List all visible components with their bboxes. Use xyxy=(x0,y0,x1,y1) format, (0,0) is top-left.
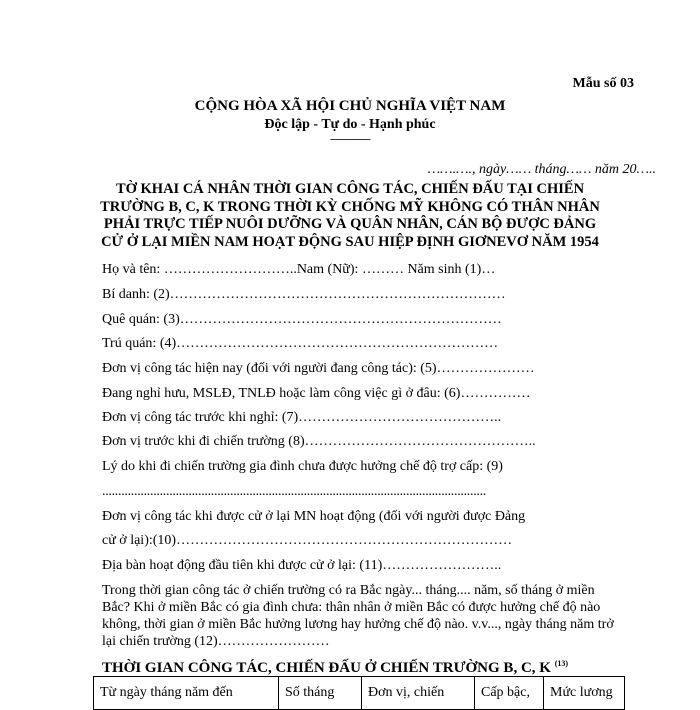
field-reason-dots: ........................................................................................................................ xyxy=(102,484,487,499)
table-header-row xyxy=(94,677,625,710)
service-table xyxy=(93,676,625,710)
form-code: Mẫu số 03 xyxy=(572,76,634,91)
north-return-paragraph: Trong thời gian công tác ở chiến trường có ra Bắc ngày... tháng.... năm, số tháng ở miền Bắc? Khi ở miền Bắc có gia đình chưa: thân nhân ở miền Bắc có được hưởng chế độ nào không, thời gian ở miền Bắc hưởng lương hay hưởng chế độ nào. v.v..., ngày tháng năm trở lại chiến trường (12)…………………… xyxy=(102,583,614,649)
title-line-4: CỬ Ở LẠI MIỀN NAM HOẠT ĐỘNG SAU HIỆP ĐỊNH GIƠNEVƠ NĂM 1954 xyxy=(101,233,599,250)
table-header-cell: Mức lương xyxy=(544,677,625,710)
title-line-2: TRƯỜNG B, C, K TRONG THỜI KỲ CHỐNG MỸ KHÔNG CÓ THÂN NHÂN xyxy=(100,198,600,215)
title-line-1: TỜ KHAI CÁ NHÂN THỜI GIAN CÔNG TÁC, CHIẾN ĐẤU TẠI CHIẾN xyxy=(115,181,585,197)
divider: --------------- xyxy=(330,133,370,145)
table-header-cell: Số tháng xyxy=(279,677,362,710)
form-title xyxy=(0,181,700,251)
field-hometown: Quê quán: (3)…………………………………………………………… xyxy=(102,312,502,327)
section-title-text: THỜI GIAN CÔNG TÁC, CHIẾN ĐẤU Ở CHIẾN TRƯỜNG B, C, K xyxy=(102,660,551,676)
field-retired: Đang nghỉ hưu, MSLĐ, TNLĐ hoặc làm công việc gì ở đâu: (6)…………… xyxy=(102,386,531,401)
field-first-area: Địa bàn hoạt động đầu tiên khi được cử ở lại: (11)…………………….. xyxy=(102,558,502,573)
field-unit-south-line-1: Đơn vị công tác khi được cử ở lại MN hoạt động (đối với người được Đảng xyxy=(102,509,526,524)
field-unit-south-line-2: cử ở lại):(10)……………………………………………………………… xyxy=(102,533,513,548)
table-header-cell: Cấp bậc, xyxy=(475,677,544,710)
field-alias: Bí danh: (2)……………………………………………………………… xyxy=(102,287,506,302)
field-reason: Lý do khi đi chiến trường gia đình chưa được hưởng chế độ trợ cấp: (9) xyxy=(102,459,503,474)
field-residence: Trú quán: (4)…………………………………………………………… xyxy=(102,336,499,351)
field-current-unit: Đơn vị công tác hiện nay (đối với người đang công tác): (5)………………… xyxy=(102,361,535,376)
field-name: Họ và tên: ………………………..Nam (Nữ): ……… Năm sinh (1)… xyxy=(102,262,496,277)
section-title xyxy=(102,659,568,677)
title-line-3: PHẢI TRỰC TIẾP NUÔI DƯỠNG VÀ QUÂN NHÂN, CÁN BỘ ĐƯỢC ĐẢNG xyxy=(103,216,597,232)
field-unit-before-rest: Đơn vị công tác trước khi nghỉ: (7)…………………………………….. xyxy=(102,410,502,425)
date-line: …….…., ngày…… tháng…… năm 20….. xyxy=(427,162,656,177)
table-header-cell: Từ ngày tháng năm đến xyxy=(94,677,279,710)
table-header-cell: Đơn vị, chiến xyxy=(362,677,475,710)
motto: Độc lập - Tự do - Hạnh phúc xyxy=(264,117,436,132)
nation-title: CỘNG HÒA XÃ HỘI CHỦ NGHĨA VIỆT NAM xyxy=(194,98,506,114)
field-unit-before-battle: Đơn vị trước khi đi chiến trường (8)………………………………………….. xyxy=(102,434,536,449)
section-note: (13) xyxy=(554,659,569,668)
